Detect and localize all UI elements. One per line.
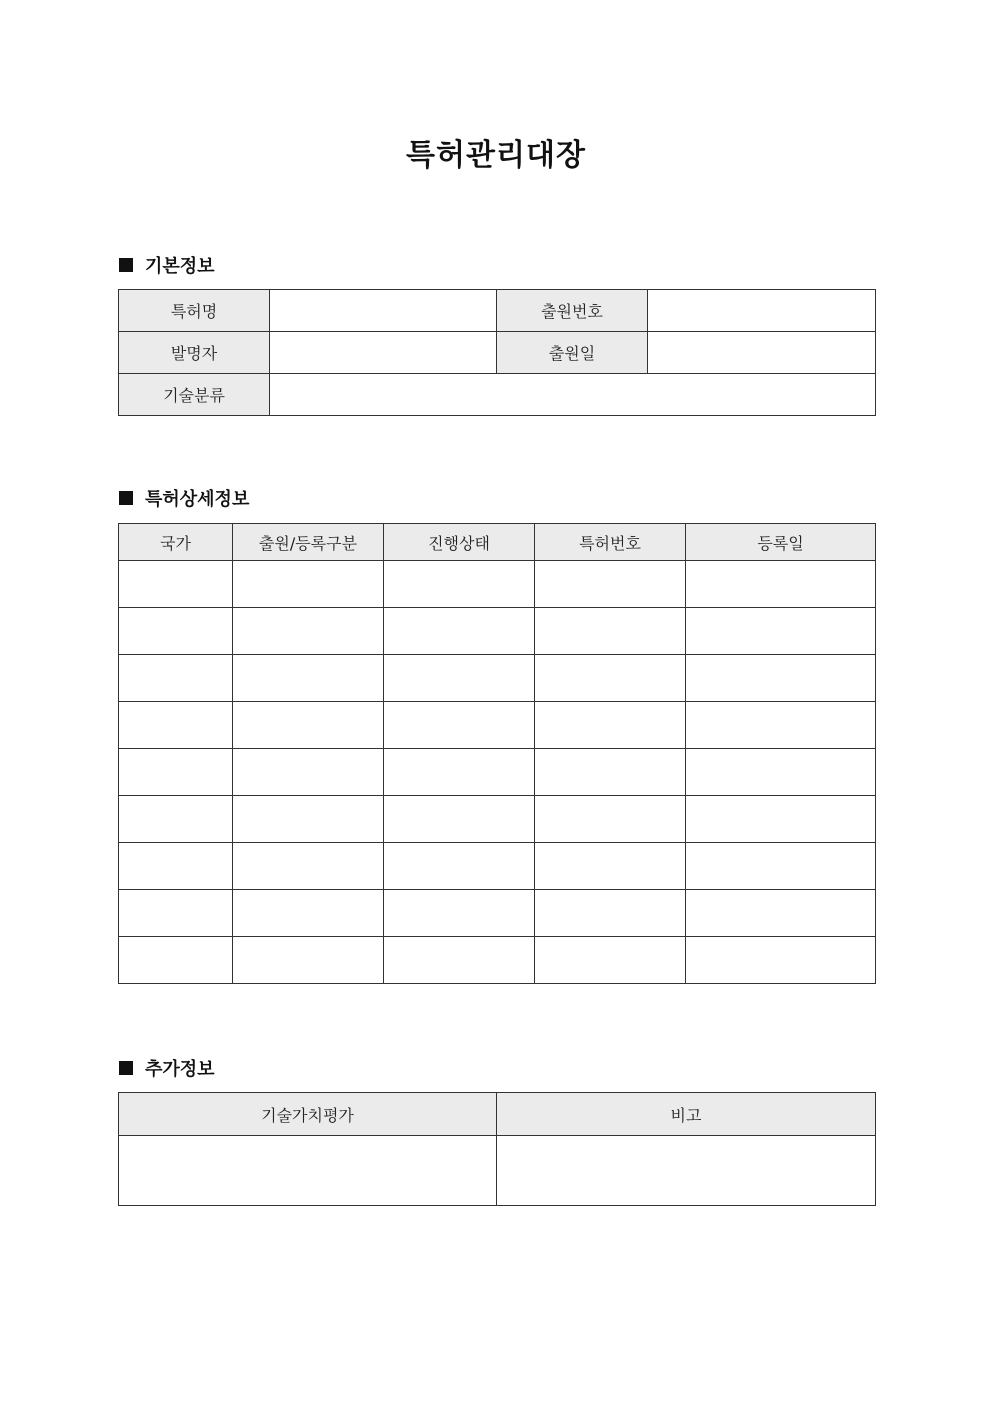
patent-number-cell[interactable]	[535, 561, 686, 608]
registration-date-cell[interactable]	[686, 655, 876, 702]
column-header-tech-valuation: 기술가치평가	[119, 1093, 497, 1136]
patent-number-cell[interactable]	[535, 937, 686, 984]
country-cell[interactable]	[119, 608, 233, 655]
country-cell[interactable]	[119, 843, 233, 890]
application-type-cell[interactable]	[233, 702, 384, 749]
country-cell[interactable]	[119, 749, 233, 796]
table-row	[119, 843, 876, 890]
table-row	[119, 1136, 876, 1206]
tech-valuation-field[interactable]	[119, 1136, 497, 1206]
column-header-progress-status: 진행상태	[384, 524, 535, 561]
column-header-application-type: 출원/등록구분	[233, 524, 384, 561]
column-header-patent-number: 특허번호	[535, 524, 686, 561]
application-number-field[interactable]	[648, 290, 876, 332]
section-heading-patent-details	[119, 486, 249, 510]
patent-number-cell[interactable]	[535, 702, 686, 749]
progress-status-cell[interactable]	[384, 702, 535, 749]
table-row	[119, 702, 876, 749]
progress-status-cell[interactable]	[384, 890, 535, 937]
progress-status-cell[interactable]	[384, 796, 535, 843]
table-row	[119, 937, 876, 984]
country-cell[interactable]	[119, 655, 233, 702]
table-header-row	[119, 524, 876, 561]
registration-date-cell[interactable]	[686, 561, 876, 608]
square-bullet-icon	[119, 491, 133, 505]
section-title: 기본정보	[145, 256, 215, 277]
table-row	[119, 655, 876, 702]
progress-status-cell[interactable]	[384, 937, 535, 984]
table-row	[119, 608, 876, 655]
progress-status-cell[interactable]	[384, 561, 535, 608]
patent-details-table	[118, 523, 876, 984]
patent-number-cell[interactable]	[535, 749, 686, 796]
application-date-label: 출원일	[497, 332, 648, 374]
basic-info-table	[118, 289, 876, 416]
progress-status-cell[interactable]	[384, 843, 535, 890]
registration-date-cell[interactable]	[686, 702, 876, 749]
application-type-cell[interactable]	[233, 937, 384, 984]
table-row	[119, 290, 876, 332]
registration-date-cell[interactable]	[686, 890, 876, 937]
section-heading-additional-info	[119, 1056, 215, 1080]
tech-classification-field[interactable]	[270, 374, 876, 416]
section-title: 추가정보	[145, 1059, 215, 1080]
application-type-cell[interactable]	[233, 890, 384, 937]
registration-date-cell[interactable]	[686, 796, 876, 843]
table-row	[119, 749, 876, 796]
country-cell[interactable]	[119, 937, 233, 984]
application-type-cell[interactable]	[233, 843, 384, 890]
progress-status-cell[interactable]	[384, 655, 535, 702]
patent-number-cell[interactable]	[535, 608, 686, 655]
registration-date-cell[interactable]	[686, 608, 876, 655]
patent-number-cell[interactable]	[535, 890, 686, 937]
square-bullet-icon	[119, 258, 133, 272]
table-row	[119, 561, 876, 608]
application-type-cell[interactable]	[233, 749, 384, 796]
page-title: 특허관리대장	[406, 138, 586, 173]
section-title: 특허상세정보	[145, 489, 250, 510]
country-cell[interactable]	[119, 561, 233, 608]
application-number-label: 출원번호	[497, 290, 648, 332]
table-header-row	[119, 1093, 876, 1136]
country-cell[interactable]	[119, 890, 233, 937]
registration-date-cell[interactable]	[686, 749, 876, 796]
inventor-field[interactable]	[270, 332, 497, 374]
tech-classification-label: 기술분류	[119, 374, 270, 416]
table-row	[119, 796, 876, 843]
registration-date-cell[interactable]	[686, 937, 876, 984]
column-header-registration-date: 등록일	[686, 524, 876, 561]
patent-number-cell[interactable]	[535, 655, 686, 702]
registration-date-cell[interactable]	[686, 843, 876, 890]
inventor-label: 발명자	[119, 332, 270, 374]
progress-status-cell[interactable]	[384, 608, 535, 655]
application-date-field[interactable]	[648, 332, 876, 374]
table-row	[119, 890, 876, 937]
patent-name-field[interactable]	[270, 290, 497, 332]
application-type-cell[interactable]	[233, 561, 384, 608]
application-type-cell[interactable]	[233, 608, 384, 655]
application-type-cell[interactable]	[233, 655, 384, 702]
column-header-remarks: 비고	[497, 1093, 876, 1136]
patent-name-label: 특허명	[119, 290, 270, 332]
section-heading-basic-info	[119, 253, 215, 277]
patent-number-cell[interactable]	[535, 843, 686, 890]
table-row	[119, 332, 876, 374]
patent-number-cell[interactable]	[535, 796, 686, 843]
additional-info-table	[118, 1092, 876, 1206]
square-bullet-icon	[119, 1061, 133, 1075]
remarks-field[interactable]	[497, 1136, 876, 1206]
table-row	[119, 374, 876, 416]
country-cell[interactable]	[119, 796, 233, 843]
column-header-country: 국가	[119, 524, 233, 561]
application-type-cell[interactable]	[233, 796, 384, 843]
country-cell[interactable]	[119, 702, 233, 749]
progress-status-cell[interactable]	[384, 749, 535, 796]
